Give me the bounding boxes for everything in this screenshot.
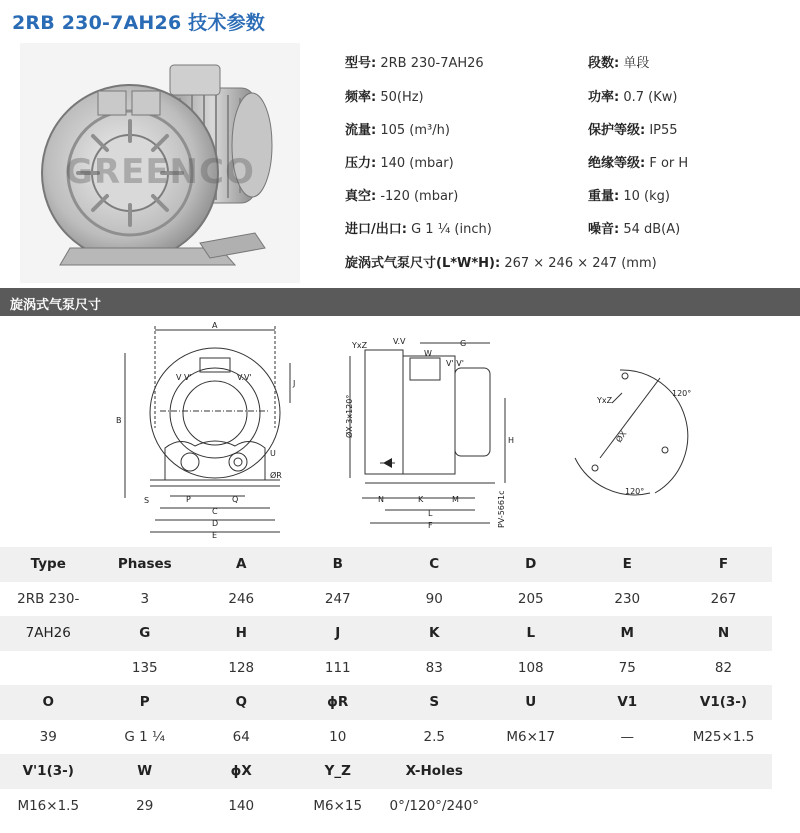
table-cell: 128: [228, 659, 255, 676]
spec-stage: 段数: 单段: [588, 56, 650, 71]
dim-label-f: F: [428, 521, 433, 530]
spec-frequency: 频率: 50(Hz): [345, 90, 424, 105]
dim-label-n: N: [378, 495, 384, 504]
hole-pattern-drawing: [575, 370, 688, 495]
table-cell: 3: [140, 590, 150, 607]
table-cell: 2.5: [423, 728, 445, 745]
product-photo: [20, 43, 300, 283]
table-cell: [676, 789, 772, 824]
table-header-cell: G: [97, 616, 194, 651]
svg-text:GREENCO: GREENCO: [65, 152, 255, 192]
table-cell: [483, 789, 580, 824]
spec-insulation: 绝缘等级: F or H: [588, 156, 689, 171]
dim-label-yxz: YxZ: [352, 341, 368, 350]
dim-label-e: E: [212, 531, 218, 540]
table-header-cell: H: [193, 616, 290, 651]
dim-label-h: H: [508, 436, 515, 445]
table-header-cell: E: [579, 547, 676, 582]
section-bar: 旋涡式气泵尺寸: [0, 288, 800, 316]
dim-label-u: U: [270, 449, 276, 458]
table-cell: 111: [324, 659, 351, 676]
spec-pressure: 压力: 140 (mbar): [345, 156, 454, 171]
table-header-cell: M: [579, 616, 676, 651]
spec-weight: 重量: 10 (kg): [588, 189, 670, 204]
table-cell: 247: [324, 590, 351, 607]
table-cell: 246: [228, 590, 255, 607]
dim-label-m: M: [452, 495, 459, 504]
blower-image: [20, 43, 300, 283]
table-cell: 10: [329, 728, 347, 745]
table-cell: M25×1.5: [692, 728, 755, 745]
table-header-cell: N: [676, 616, 772, 651]
table-header-cell: F: [676, 547, 772, 582]
table-row: [0, 789, 772, 824]
table-row: [0, 754, 772, 789]
dim-label-pv: PV-5661c: [497, 490, 506, 528]
table-header-cell: U: [483, 685, 580, 720]
table-header-cell: V1: [579, 685, 676, 720]
spec-size: 旋涡式气泵尺寸(L*W*H): 267 × 246 × 247 (mm): [345, 256, 657, 271]
table-header-cell: Phases: [97, 547, 194, 582]
table-header-cell: K: [386, 616, 483, 651]
table-cell: [676, 754, 772, 789]
table-header-cell: W: [97, 754, 194, 789]
table-header-cell: B: [290, 547, 387, 582]
dim-label-q: Q: [232, 495, 239, 504]
dim-label-l: L: [428, 509, 433, 518]
dim-label-c: C: [212, 507, 218, 516]
dim-label-vv: V V': [176, 373, 192, 382]
table-cell: 75: [618, 659, 636, 676]
dim-label-p: P: [186, 495, 191, 504]
table-row: [0, 720, 772, 755]
table-cell: 90: [425, 590, 443, 607]
spec-protection: 保护等级: IP55: [588, 123, 678, 138]
table-cell: 140: [228, 797, 255, 814]
side-view-drawing: [350, 343, 505, 523]
dim-label-120a: 120°: [672, 389, 692, 398]
table-header-cell: S: [386, 685, 483, 720]
table-header-cell: L: [483, 616, 580, 651]
dimension-table: [0, 547, 772, 823]
table-header-cell: A: [193, 547, 290, 582]
dim-label-a: A: [212, 321, 218, 330]
table-cell: [579, 789, 676, 824]
table-row: [0, 685, 772, 720]
spec-power: 功率: 0.7 (Kw): [588, 90, 678, 105]
page-title: 2RB 230-7AH26 技术参数: [12, 12, 265, 34]
spec-noise: 噪音: 54 dB(A): [588, 222, 681, 237]
dim-label-ox: ØX-3x120°: [345, 394, 354, 438]
dimension-drawings: [0, 318, 800, 548]
dim-label-b: B: [116, 416, 122, 425]
dim-label-w: W: [424, 349, 432, 358]
table-header-cell: P: [97, 685, 194, 720]
dim-label-vv2: V.V': [237, 373, 252, 382]
table-cell: 267: [710, 590, 737, 607]
table-header-cell: C: [386, 547, 483, 582]
dim-label-d: D: [212, 519, 219, 528]
spec-port: 进口/出口: G 1 ¼ (inch): [345, 222, 492, 237]
table-header-cell: O: [0, 685, 97, 720]
dim-label-j: J: [293, 379, 296, 388]
dim-label-vpv: V'.V': [446, 359, 464, 368]
table-cell: 82: [714, 659, 733, 676]
dim-label-ox2: ØX: [614, 429, 629, 445]
table-cell: M16×1.5: [17, 797, 80, 814]
table-row: [0, 547, 772, 582]
table-header-cell: X-Holes: [386, 754, 483, 789]
front-view-drawing: [125, 326, 290, 532]
table-cell: [579, 754, 676, 789]
table-header-cell: D: [483, 547, 580, 582]
table-cell: —: [620, 728, 634, 745]
dim-label-120b: 120°: [625, 487, 645, 496]
table-cell: M6×17: [506, 728, 556, 745]
table-cell: M6×15: [313, 797, 363, 814]
spec-flow: 流量: 105 (m³/h): [345, 123, 450, 138]
spec-vacuum: 真空: -120 (mbar): [345, 189, 459, 204]
dim-label-g: G: [460, 339, 467, 348]
dim-label-yxz2: YxZ: [597, 396, 613, 405]
dim-label-r: ØR: [270, 471, 282, 480]
table-header-cell: V'1(3-): [0, 754, 97, 789]
table-cell: 39: [39, 728, 57, 745]
table-row: [0, 582, 772, 617]
table-cell: 0°/120°/240°: [389, 797, 479, 814]
table-cell: 205: [517, 590, 544, 607]
dim-label-s: S: [144, 496, 150, 505]
table-header-cell: Type: [0, 547, 97, 582]
table-cell: [483, 754, 580, 789]
table-cell: 108: [517, 659, 544, 676]
table-cell: 7AH26: [0, 616, 97, 651]
table-header-cell: J: [290, 616, 387, 651]
table-cell: G 1 ¼: [124, 728, 166, 745]
table-cell: [0, 651, 97, 686]
table-cell: 2RB 230-: [17, 590, 80, 607]
table-cell: 64: [232, 728, 250, 745]
table-header-cell: ϕR: [290, 685, 387, 720]
table-row: [0, 616, 772, 651]
table-header-cell: ϕX: [193, 754, 290, 789]
spec-model: 型号: 2RB 230-7AH26: [345, 56, 484, 71]
table-row: [0, 651, 772, 686]
table-cell: 135: [131, 659, 158, 676]
table-cell: 83: [425, 659, 443, 676]
table-header-cell: V1(3-): [676, 685, 772, 720]
table-header-cell: Q: [193, 685, 290, 720]
dim-label-k: K: [418, 495, 424, 504]
table-cell: 230: [614, 590, 641, 607]
table-cell: 29: [136, 797, 154, 814]
table-header-cell: Y_Z: [290, 754, 387, 789]
dim-label-vv3: V.V: [393, 337, 406, 346]
